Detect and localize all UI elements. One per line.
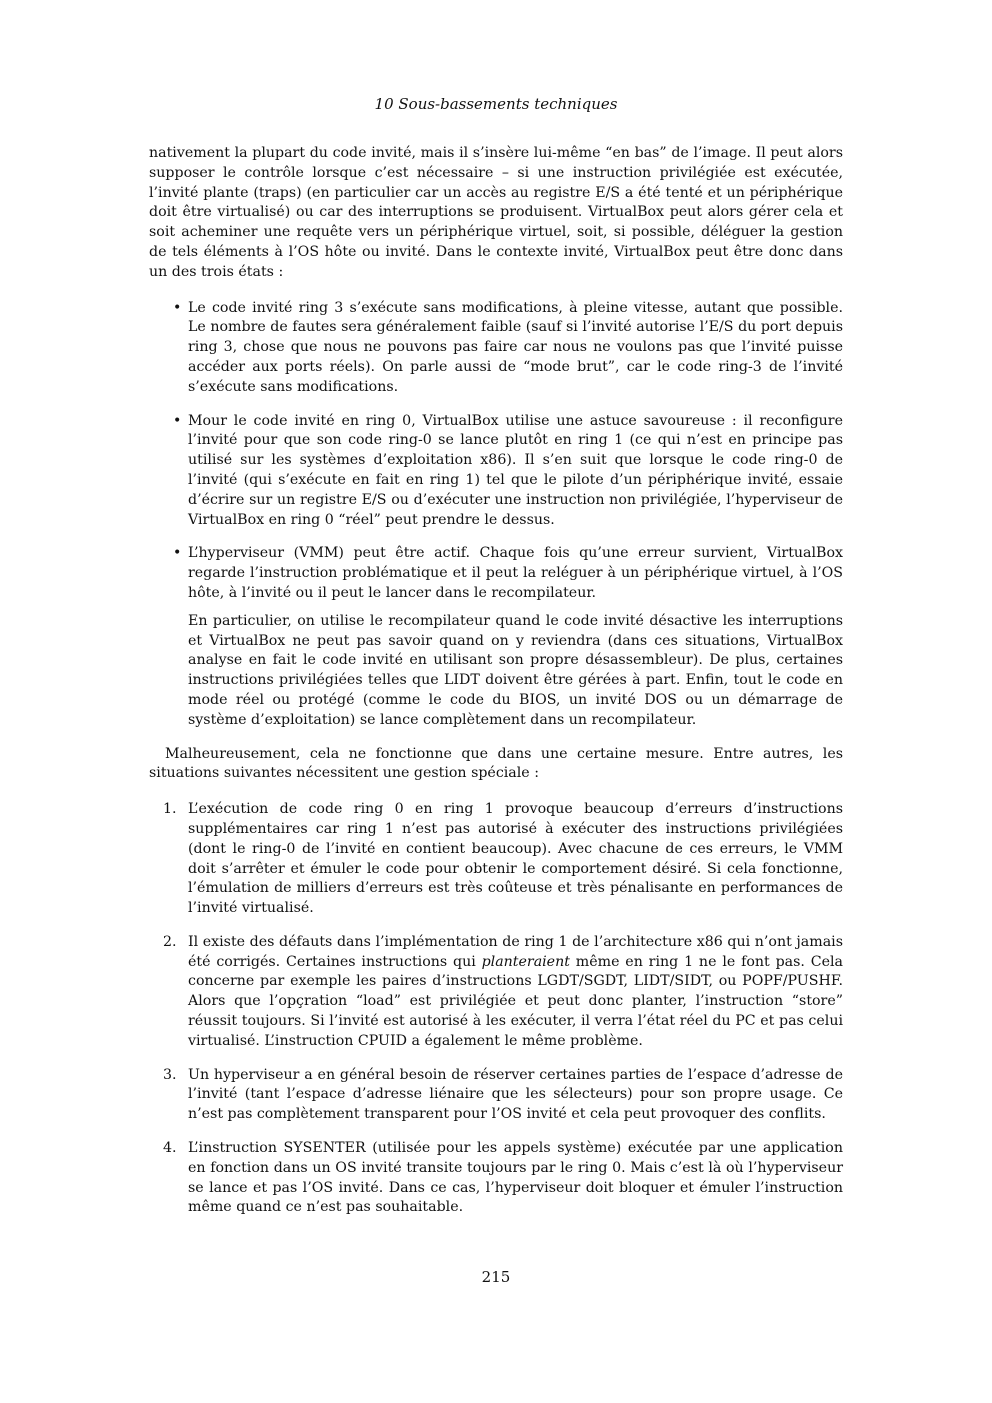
bullet-item-text: • L’hyperviseur (VMM) peut être actif. Chaque fois qu’une erreur survient, VirtualBox regarde l’instruction problématique et il peut la reléguer à un périphérique virtuel, à l’OS hôte, à l’invité ou il peut le lancer dans le recompilateur. bbox=[188, 545, 843, 601]
numbered-item bbox=[149, 1066, 843, 1125]
bullet-item-text: • Le code invité ring 3 s’exécute sans modifications, à pleine vitesse, autant que possible. Le nombre de fautes sera généralement faible (sauf si l’invité autorise l’E/S du port depuis ring 3, chose que nous ne pouvons pas faire car nous ne voulons pas que l’invité puisse accéder aux ports réels). On parle aussi de “mode brut”, car le code ring-3 de l’invité s’exécute sans modifications. bbox=[188, 299, 843, 395]
bullet-list bbox=[149, 299, 843, 731]
numbered-list bbox=[149, 800, 843, 1218]
text-segment: Il existe des défauts dans l’implémentation de ring 1 de l’architecture x86 qui n’ont jamais été corrigés. Certaines instructions qui bbox=[188, 933, 843, 970]
bullet-item-text: • Mour le code invité en ring 0, VirtualBox utilise une astuce savoureuse : il reconfigure l’invité pour que son code ring-0 se lance plutôt en ring 1 (ce qui n’est en principe pas utilisé sur les systèmes d’exploitation x86). Il s’en suit que lorsque le code ring-0 de l’invité (qui s’exécute en fait en ring 1) tel que le pilote d’un périphérique invité, essaie d’écrire sur un registre E/S ou d’exécuter une instruction non privilégiée, l’hyperviseur de VirtualBox en ring 0 “réel” peut prendre le dessus. bbox=[188, 412, 843, 528]
text-segment: même en ring 1 ne le font pas. Cela concerne par exemple les paires d’instructions LGDT/SGDT, LIDT/SIDT, ou POPF/PUSHF. Alors que l’opçration “load” est privilégiée et peut donc planter, l’instruction “store” réussit toujours. Si l’invité est autorisé à les exécuter, il verra l’état réel du PC et pas celui virtualisé. L’instruction CPUID a également le même problème. bbox=[188, 953, 843, 1049]
numbered-item bbox=[149, 800, 843, 919]
numbered-item-text: L’exécution de code ring 0 en ring 1 provoque beaucoup d’erreurs d’instructions supplémentaires car ring 1 n’est pas autorisé à exécuter des instructions privilégiées (dont le ring-0 de l’invité en contient beaucoup). Avec chacune de ces erreurs, le VMM doit s’arrêter et émuler le code pour obtenir le comportement désiré. Si cela fonctionne, l’émulation de milliers d’erreurs est très coûteuse et très pénalisante en performances de l’invité virtualisé. bbox=[188, 801, 843, 917]
numbered-item bbox=[149, 933, 843, 1052]
item-number: 1. bbox=[163, 801, 177, 818]
bullet-item-subparagraph: En particulier, on utilise le recompilateur quand le code invité désactive les interruptions et VirtualBox ne peut pas savoir quand on y reviendra (dans ces situations, VirtualBox analyse en fait le code invité en utilisant son propre désassembleur). De plus, certaines instructions privilégiées telles que LIDT doivent être gérées à part. Enfin, tout le code en mode réel ou protégé (comme le code du BIOS, un invité DOS ou un démarrage de système d’exploitation) se lance complètement dans un recompilateur. bbox=[188, 612, 843, 728]
numbered-item bbox=[149, 1139, 843, 1218]
item-number: 2. bbox=[163, 933, 177, 950]
bullet-item bbox=[149, 544, 843, 730]
item-number: 4. bbox=[163, 1140, 177, 1157]
numbered-item-text: Un hyperviseur a en général besoin de réserver certaines parties de l’espace d’adresse de l’invité (tant l’espace d’adresse liénaire que les sélecteurs) pour son propre usage. Ce n’est pas complètement transparent pour l’OS invité et cela peut provoquer des conflits. bbox=[188, 1066, 843, 1123]
bullet-item bbox=[149, 299, 843, 398]
running-head: 10 Sous-bassements techniques bbox=[374, 95, 618, 113]
item-number: 3. bbox=[163, 1066, 177, 1083]
numbered-item-text bbox=[188, 933, 843, 1052]
page-number: 215 bbox=[481, 1268, 511, 1286]
intro-paragraph: nativement la plupart du code invité, mais il s’insère lui-même “en bas” de l’image. Il peut alors supposer le contrôle lorsque c’est nécessaire – si une instruction privilégiée est exécutée, l’invité plante (traps) (en particulier car un accès au registre E/S a été tenté et un périphérique doit être virtualisé) ou car des interruptions se produisent. VirtualBox peut alors gérer cela et soit acheminer une requête vers un périphérique virtuel, soit, si possible, déléguer la gestion de tels éléments à l’OS hôte ou invité. Dans le contexte invité, VirtualBox peut être donc dans un des trois états : bbox=[149, 145, 843, 280]
numbered-item-text: L’instruction SYSENTER (utilisée pour les appels système) exécutée par une application en fonction dans un OS invité transite toujours par le ring 0. Mais c’est là où l’hyperviseur se lance et pas l’OS invité. Dans ce cas, l’hyperviseur doit bloquer et émuler l’instruction même quand ce n’est pas souhaitable. bbox=[188, 1140, 843, 1216]
body-text bbox=[149, 144, 843, 1232]
bullet-item bbox=[149, 412, 843, 531]
document-page bbox=[149, 0, 843, 1403]
middle-paragraph: Malheureusement, cela ne fonctionne que dans une certaine mesure. Entre autres, les situations suivantes nécessitent une gestion spéciale : bbox=[149, 745, 843, 782]
emphasis-text: planteraient bbox=[481, 953, 570, 970]
